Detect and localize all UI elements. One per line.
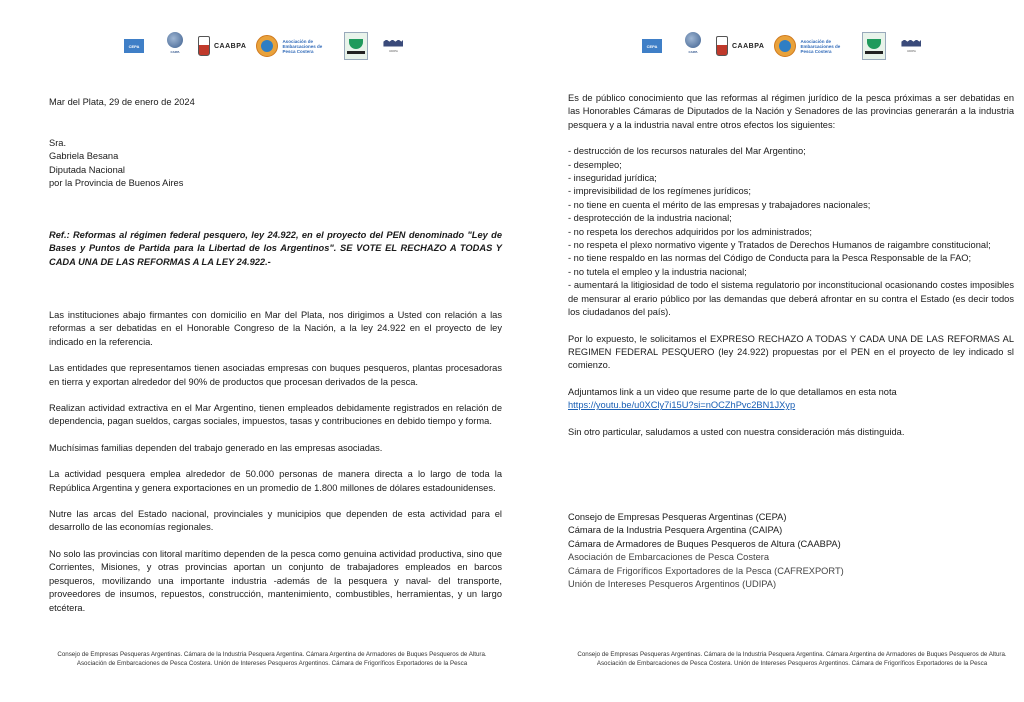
- aepc-logo-name: Asociación de Embarcaciones de Pesca Costera: [282, 38, 323, 54]
- caabpa-logo-name: CAABPA: [214, 42, 247, 50]
- body-paragraph: La actividad pesquera emplea alrededor de 50.000 personas de manera directa a lo largo de toda la República Argentina y genera exportaciones en un promedio de 1.800 millones de dólares estadounidenses.: [49, 469, 502, 493]
- cepa-logo-icon: [124, 39, 144, 53]
- effect-item: - imprevisibilidad de los regímenes jurídicos;: [568, 186, 751, 197]
- caipa-logo-text: CAIPA: [688, 50, 698, 54]
- effect-item: - no tiene respaldo en las normas del Código de Conducta para la Pesca Responsable de la FAO;: [568, 253, 972, 264]
- body-paragraph: Las entidades que representamos tienen asociadas empresas con buques pesqueros, plantas procesadoras en tierra y exportan alrededor del 90% de productos que procesan derivados de la pesca.: [49, 363, 502, 387]
- signatory: Consejo de Empresas Pesqueras Argentinas (CEPA): [568, 512, 787, 522]
- effect-item: - no tiene en cuenta el mérito de las empresas y trabajadores nacionales;: [568, 199, 871, 210]
- buoy-icon: [716, 36, 728, 56]
- skyline-icon: [383, 40, 403, 47]
- header-logos: [642, 30, 936, 62]
- header-logos: [124, 30, 418, 62]
- effect-item: - inseguridad jurídica;: [568, 173, 657, 184]
- recipient-salutation: Sra.: [49, 138, 67, 148]
- video-intro-text: Adjuntamos link a un video que resume parte de lo que detallamos en esta nota: [568, 386, 897, 397]
- signatory: Unión de Intereses Pesqueros Argentinos (UDIPA): [568, 579, 777, 590]
- letter-date: [49, 96, 502, 109]
- letter-page-2: [512, 0, 1024, 702]
- recipient-title: Diputada Nacional: [49, 164, 125, 175]
- leaf-icon: [349, 39, 363, 49]
- signatory: Cámara de Frigoríficos Exportadores de la Pesca (CAFREXPORT): [568, 565, 844, 576]
- request-paragraph: Por lo expuesto, le solicitamos el EXPRESO RECHAZO A TODAS Y CADA UNA DE LAS REFORMAS AL REGIMEN FEDERAL PESQUERO (ley 24.922) propuestas por el PEN en el proyecto de ley indicado sl comienzo.: [568, 333, 1014, 371]
- leaf-icon: [867, 39, 881, 49]
- cafrexport-logo-icon: [344, 32, 368, 60]
- recipient-name: Gabriela Besana: [49, 151, 119, 162]
- body-paragraph: Realizan actividad extractiva en el Mar Argentino, tienen empleados debidamente registrados en relación de dependencia, pagan sueldos, cargas sociales, impuestos, tasas y contribuciones en debido tiempo y forma.: [49, 403, 502, 427]
- globe-icon: [685, 32, 701, 48]
- cafrexport-logo-icon: [862, 32, 886, 60]
- skyline-icon: [901, 40, 921, 47]
- aepc-logo-name: Asociación de Embarcaciones de Pesca Costera: [800, 38, 841, 54]
- effect-item: - aumentará la litigiosidad de todo el sistema regulatorio por inconstitucional ocasionando costes imposibles de mensurar al erario público por las demandas que deberá afrontar en su contra el Estado (es decir todos los ciudadanos del país).: [568, 280, 1014, 318]
- caabpa-logo-name: CAABPA: [732, 42, 765, 50]
- body-paragraph: No solo las provincias con litoral marítimo dependen de la pesca como genuina actividad productiva, sino que Corrientes, Misiones, y otras provincias aportan un conjunto de trabajadores empleados en barcos pesqueros, movilizando una importante industria -además de la pesquera y naval- del transporte, proveedores de insumos, repuestos, construcción, mantenimiento, combustibles, herramientas, y un largo etcétera.: [49, 548, 502, 613]
- caipa-logo-icon: [162, 32, 188, 60]
- udipa-logo-text: UDIPA: [388, 48, 398, 53]
- effect-item: - destrucción de los recursos naturales del Mar Argentino;: [568, 146, 806, 157]
- effect-item: - no respeta los derechos adquiridos por los administrados;: [568, 226, 812, 237]
- udipa-logo-icon: [900, 36, 922, 56]
- cepa-logo-text: CEPA: [646, 43, 658, 49]
- signatory: Asociación de Embarcaciones de Pesca Costera: [568, 552, 770, 563]
- signatory: Cámara de Armadores de Buques Pesqueros de Altura (CAABPA): [568, 538, 841, 549]
- caipa-logo-icon: [680, 32, 706, 60]
- recipient-province: por la Provincia de Buenos Aires: [49, 178, 184, 189]
- aepc-logo-icon: [774, 31, 848, 61]
- effect-item: - no respeta el plexo normativo vigente y Tratados de Derechos Humanos de raigambre constitucional;: [568, 240, 991, 251]
- effect-item: - desprotección de la industria nacional;: [568, 213, 732, 224]
- page-footer: Consejo de Empresas Pesqueras Argentinas. Cámara de la Industria Pesquera Argentina. Cámara Argentina de Armadores de Buques Pesqueros de Altura. Asociación de Embarcaciones de Pesca Costera. Unión de Intereses Pesqueros Argentinos. Cámara de Frigoríficos Exportadores de la Pesca: [57, 651, 487, 667]
- cepa-logo-icon: [642, 39, 662, 53]
- buoy-icon: [198, 36, 210, 56]
- closing-paragraph: Sin otro particular, saludamos a usted con nuestra consideración más distinguida.: [568, 426, 905, 437]
- caabpa-logo-icon: [198, 31, 246, 61]
- recipient-block: [49, 137, 502, 191]
- reference-text: Ref.: Reformas al régimen federal pesquero, ley 24.922, en el proyecto del PEN denominado "Ley de Bases y Puntos de Partida para la Libertad de los Argentinos". SE VOTE EL RECHAZO A TODAS Y CADA UNA DE LAS REFORMAS A LA LEY 24.922.-: [49, 230, 502, 267]
- effect-item: - no tutela el empleo y la industria nacional;: [568, 266, 747, 277]
- page-footer: Consejo de Empresas Pesqueras Argentinas. Cámara de la Industria Pesquera Argentina. Cámara Argentina de Armadores de Buques Pesqueros de Altura. Asociación de Embarcaciones de Pesca Costera. Unión de Intereses Pesqueros Argentinos. Cámara de Frigoríficos Exportadores de la Pesca: [577, 651, 1007, 667]
- right-body: [568, 92, 1014, 439]
- body-paragraphs: [49, 309, 502, 615]
- body-paragraph: Muchísimas familias dependen del trabajo generado en las empresas asociadas.: [49, 442, 383, 453]
- caipa-logo-text: CAIPA: [170, 50, 180, 54]
- lighthouse-icon: [774, 35, 796, 57]
- effect-item: - desempleo;: [568, 159, 622, 170]
- reference-block: [49, 229, 502, 269]
- intro-paragraph: Es de público conocimiento que las reformas al régimen jurídico de la pesca próximas a ser debatidas en las Honorables Cámaras de Diputados de la Nación y Senadores de las provincias generarán a la industria pesquera y a la industria naval entre otros efectos los siguientes:: [568, 93, 1014, 130]
- lighthouse-icon: [256, 35, 278, 57]
- udipa-logo-text: UDIPA: [906, 48, 916, 53]
- body-paragraph: Las instituciones abajo firmantes con domicilio en Mar del Plata, nos dirigimos a Usted con relación a las reformas a ser debatidas en el Honorable Congreso de la Nación, a la ley 24.922 en el proyecto de ley indicado en la referencia.: [49, 310, 502, 347]
- udipa-logo-icon: [382, 36, 404, 56]
- signatories-block: [568, 511, 1014, 591]
- signatory: Cámara de la Industria Pesquera Argentina (CAIPA): [568, 525, 783, 536]
- globe-icon: [167, 32, 183, 48]
- video-link[interactable]: https://youtu.be/u0XCly7i15U?si=nOCZhPvc2BN1JXyp: [568, 400, 796, 411]
- date-line: Mar del Plata, 29 de enero de 2024: [49, 97, 195, 107]
- caabpa-logo-icon: [716, 31, 764, 61]
- effects-list: [568, 145, 1014, 319]
- body-paragraph: Nutre las arcas del Estado nacional, provinciales y municipios que dependen de esta actividad para el desarrollo de las economías regionales.: [49, 509, 502, 533]
- cepa-logo-text: CEPA: [128, 43, 140, 49]
- aepc-logo-icon: [256, 31, 330, 61]
